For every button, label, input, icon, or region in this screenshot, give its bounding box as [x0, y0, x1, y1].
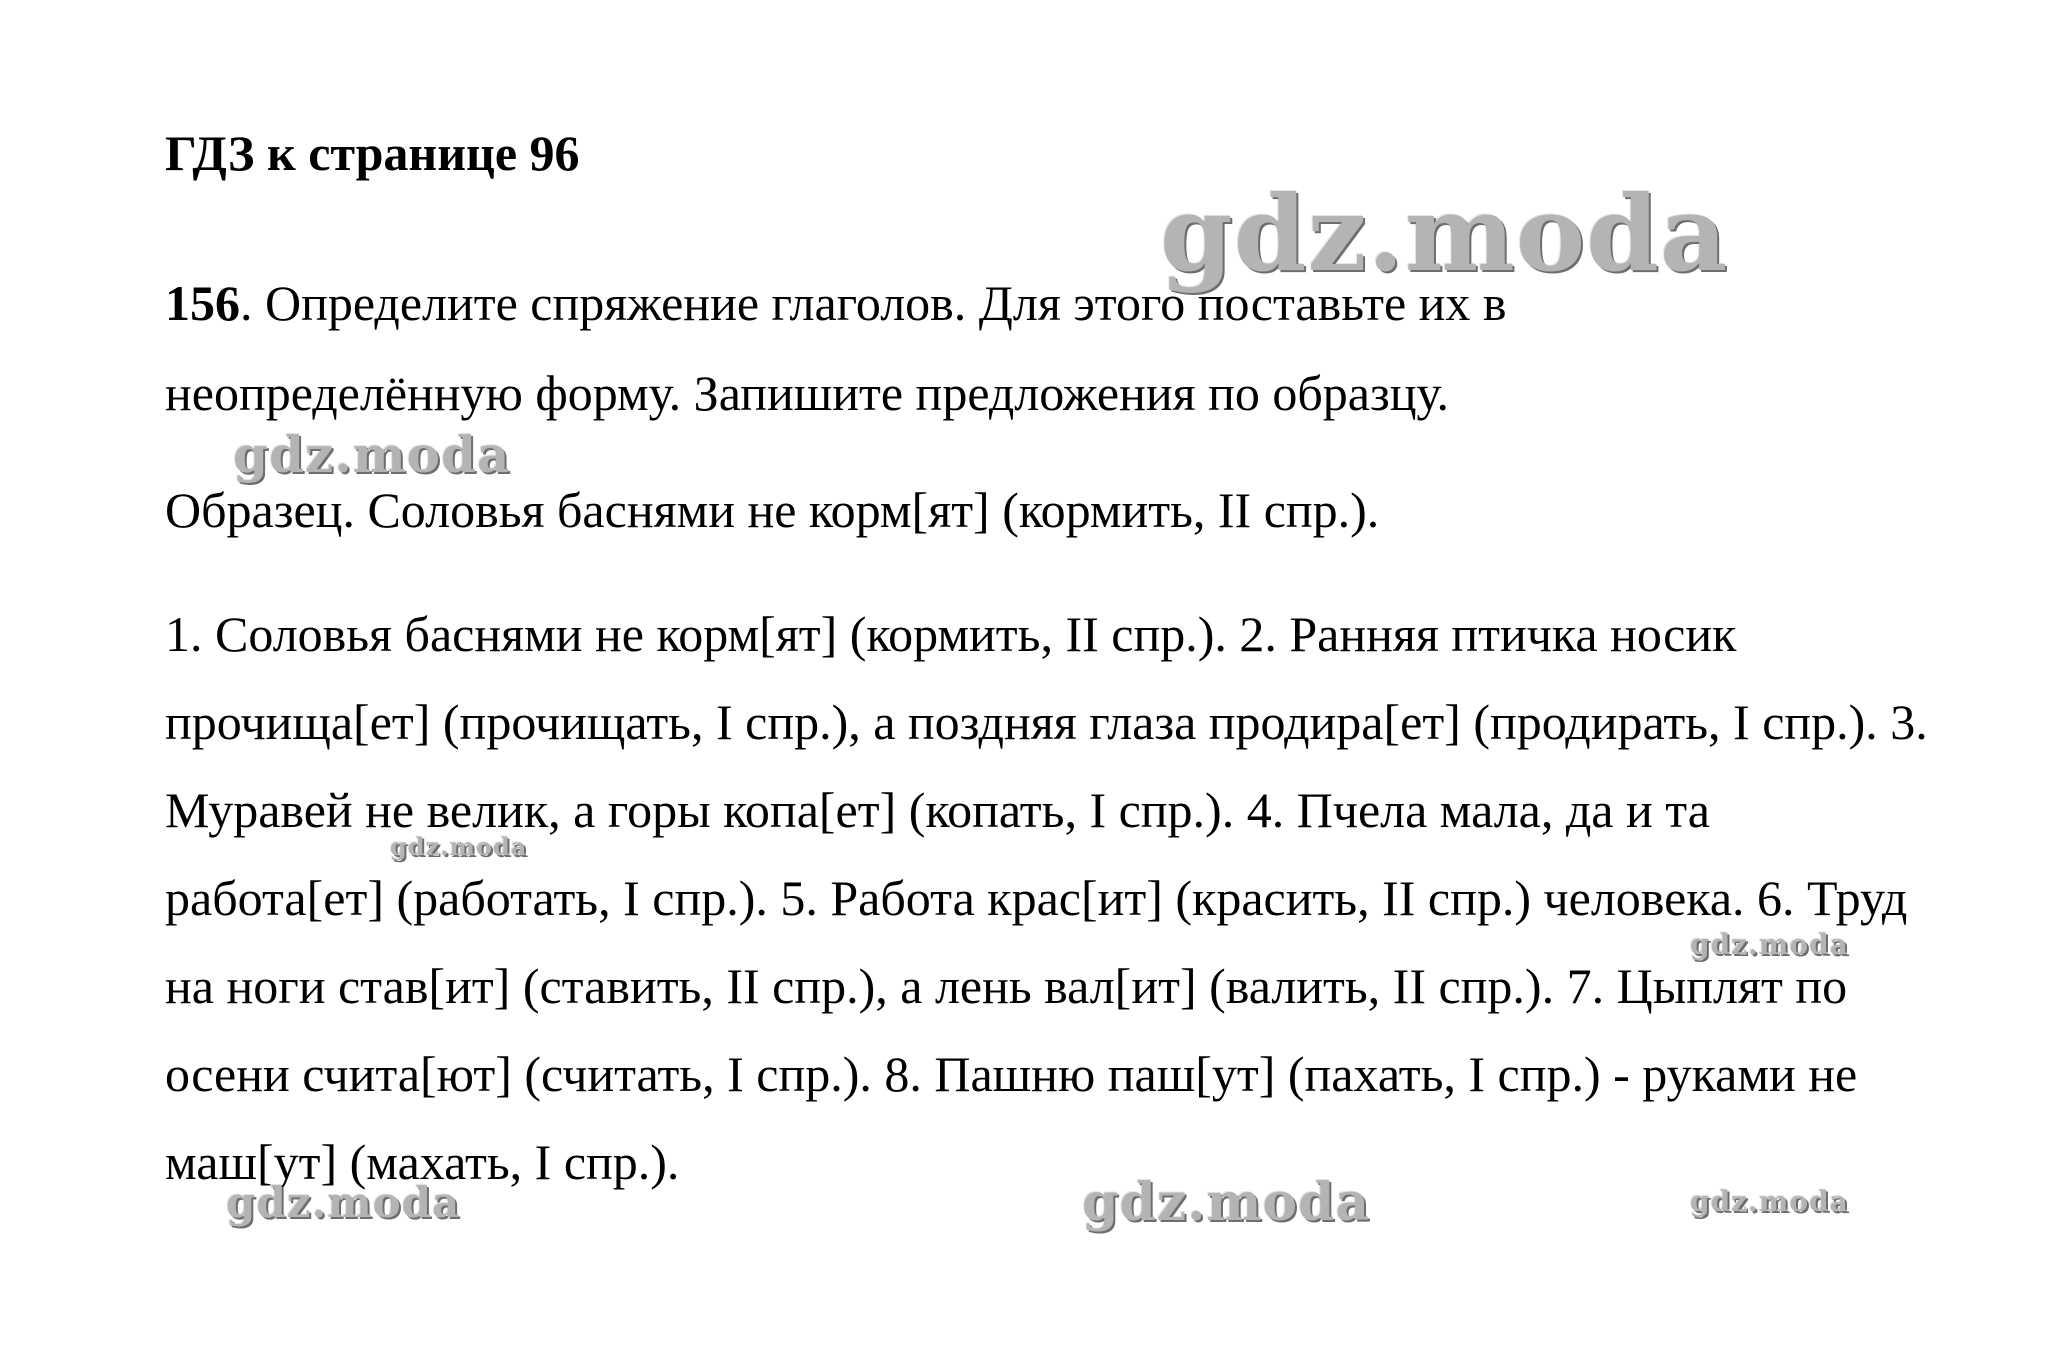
sample-sentence: Образец. Соловья баснями не корм[ят] (кормить, II спр.).	[165, 482, 1380, 538]
task-number: 156	[165, 275, 240, 331]
task-text: . Определите спряжение глаголов. Для этого поставьте их в неопределённую форму. Запишите предложения по образцу.	[165, 275, 1507, 421]
watermark-logo: gdz.moda	[1690, 928, 1849, 961]
watermark-logo-large: gdz.moda	[1160, 172, 1729, 295]
answer-text: 1. Соловья баснями не корм[ят] (кормить, II спр.). 2. Ранняя птичка носик прочища[ет] (прочищать, I спр.), а поздняя глаза продира[ет] (продирать, I спр.). 3. Муравей не велик, а горы копа[ет] (копать, I спр.). 4. Пчела мала, да и та работа[ет] (работать, I спр.). 5. Работа крас[ит] (красить, II спр.) человека. 6. Труд на ноги став[ит] (ставить, II спр.), а лень вал[ит] (валить, II спр.). 7. Цыплят по осени счита[ют] (считать, I спр.). 8. Пашню паш[ут] (пахать, I спр.) - руками не маш[ут] (махать, I спр.).	[165, 606, 1928, 1190]
watermark-logo: gdz.moda	[390, 832, 528, 861]
watermark-logo: gdz.moda	[233, 425, 511, 484]
task-statement	[165, 258, 1805, 438]
watermark-logo: gdz.moda	[226, 1178, 461, 1227]
page-heading: ГДЗ к странице 96	[165, 125, 580, 181]
watermark-logo: gdz.moda	[1690, 1185, 1849, 1218]
watermark-logo: gdz.moda	[1082, 1172, 1371, 1233]
